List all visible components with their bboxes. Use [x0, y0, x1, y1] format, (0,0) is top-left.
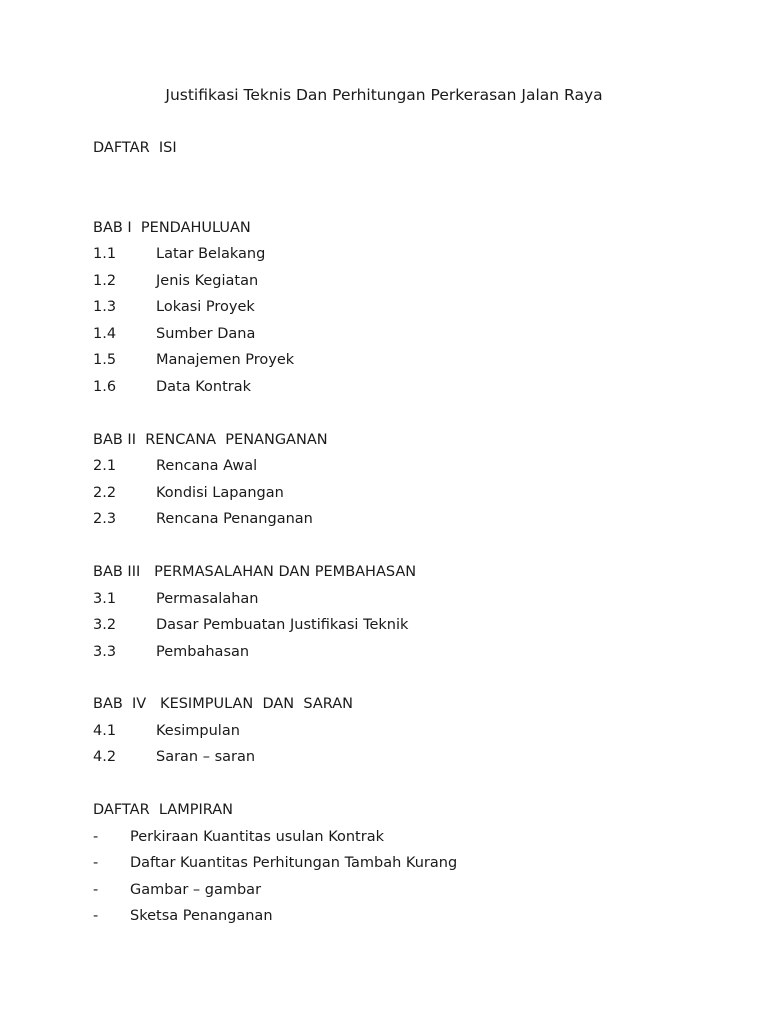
toc-item-number: 1.3: [93, 299, 117, 315]
toc-item-number: 4.2: [93, 749, 117, 765]
appendix-bullet: -: [93, 908, 99, 924]
toc-item-number: 3.1: [93, 591, 117, 607]
toc-item-number: 1.1: [93, 246, 117, 262]
toc-item-number: 2.2: [93, 485, 117, 501]
toc-item-number: 3.2: [93, 617, 117, 633]
toc-item-label: Jenis Kegiatan: [156, 273, 259, 289]
toc-item-number: 1.6: [93, 379, 117, 395]
toc-item-number: 1.2: [93, 273, 117, 289]
toc-item-number: 2.1: [93, 458, 117, 474]
chapter-heading: BAB I PENDAHULUAN: [93, 220, 251, 236]
toc-item-label: Data Kontrak: [156, 379, 252, 395]
toc-item-label: Pembahasan: [156, 644, 250, 660]
chapter-heading: BAB II RENCANA PENANGANAN: [93, 432, 328, 448]
toc-item-label: Saran – saran: [156, 749, 256, 765]
toc-item-label: Sumber Dana: [156, 326, 256, 342]
toc-item-label: Kesimpulan: [156, 723, 240, 739]
appendix-item: Sketsa Penanganan: [130, 908, 273, 924]
toc-item-label: Dasar Pembuatan Justifikasi Teknik: [156, 617, 409, 633]
toc-heading: DAFTAR ISI: [93, 140, 177, 156]
toc-item-label: Lokasi Proyek: [156, 299, 255, 315]
toc-item-label: Rencana Penanganan: [156, 511, 313, 527]
appendix-item: Daftar Kuantitas Perhitungan Tambah Kurang: [130, 855, 458, 871]
toc-item-number: 1.4: [93, 326, 117, 342]
chapter-heading: BAB III PERMASALAHAN DAN PEMBAHASAN: [93, 564, 417, 580]
toc-item-label: Kondisi Lapangan: [156, 485, 284, 501]
appendix-item: Perkiraan Kuantitas usulan Kontrak: [130, 829, 384, 845]
toc-item-label: Latar Belakang: [156, 246, 266, 262]
toc-item-number: 1.5: [93, 352, 117, 368]
appendix-item: Gambar – gambar: [130, 882, 262, 898]
toc-item-label: Permasalahan: [156, 591, 259, 607]
toc-item-number: 4.1: [93, 723, 117, 739]
appendix-bullet: -: [93, 882, 99, 898]
appendix-bullet: -: [93, 829, 99, 845]
toc-item-number: 2.3: [93, 511, 117, 527]
appendix-bullet: -: [93, 855, 99, 871]
chapter-heading: BAB IV KESIMPULAN DAN SARAN: [93, 696, 354, 712]
appendix-heading: DAFTAR LAMPIRAN: [93, 802, 233, 818]
toc-item-label: Manajemen Proyek: [156, 352, 295, 368]
toc-item-label: Rencana Awal: [156, 458, 258, 474]
document-title: Justifikasi Teknis Dan Perhitungan Perkerasan Jalan Raya: [165, 86, 603, 104]
toc-item-number: 3.3: [93, 644, 117, 660]
